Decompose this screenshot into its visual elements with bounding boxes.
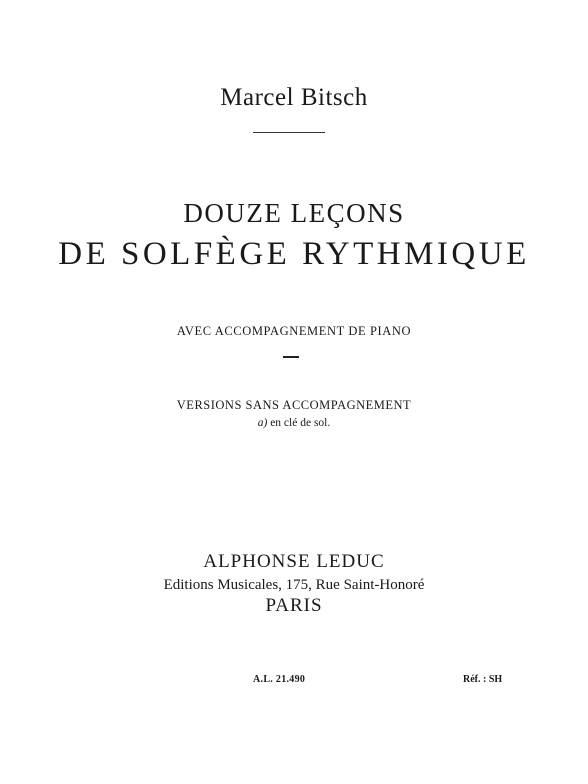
author-name: Marcel Bitsch [220, 84, 368, 111]
versions-item [0, 417, 588, 429]
versions-heading: VERSIONS SANS ACCOMPAGNEMENT [176, 398, 412, 412]
publisher-address: Editions Musicales, 175, Rue Saint-Honoré [163, 577, 425, 593]
separator-dash [283, 356, 299, 358]
versions-item-text: en clé de sol. [267, 417, 331, 429]
publisher-city: PARIS [265, 595, 323, 616]
title-line-2: DE SOLFÈGE RYTHMIQUE [58, 236, 530, 272]
subtitle: AVEC ACCOMPAGNEMENT DE PIANO [176, 324, 412, 338]
title-line-1: DOUZE LEÇONS [183, 198, 405, 228]
catalog-number: A.L. 21.490 [253, 674, 306, 685]
versions-item-marker: a) [257, 417, 268, 429]
reference-code: Réf. : SH [463, 674, 503, 685]
publisher-name: ALPHONSE LEDUC [203, 551, 385, 572]
author-underline-rule [253, 132, 325, 133]
